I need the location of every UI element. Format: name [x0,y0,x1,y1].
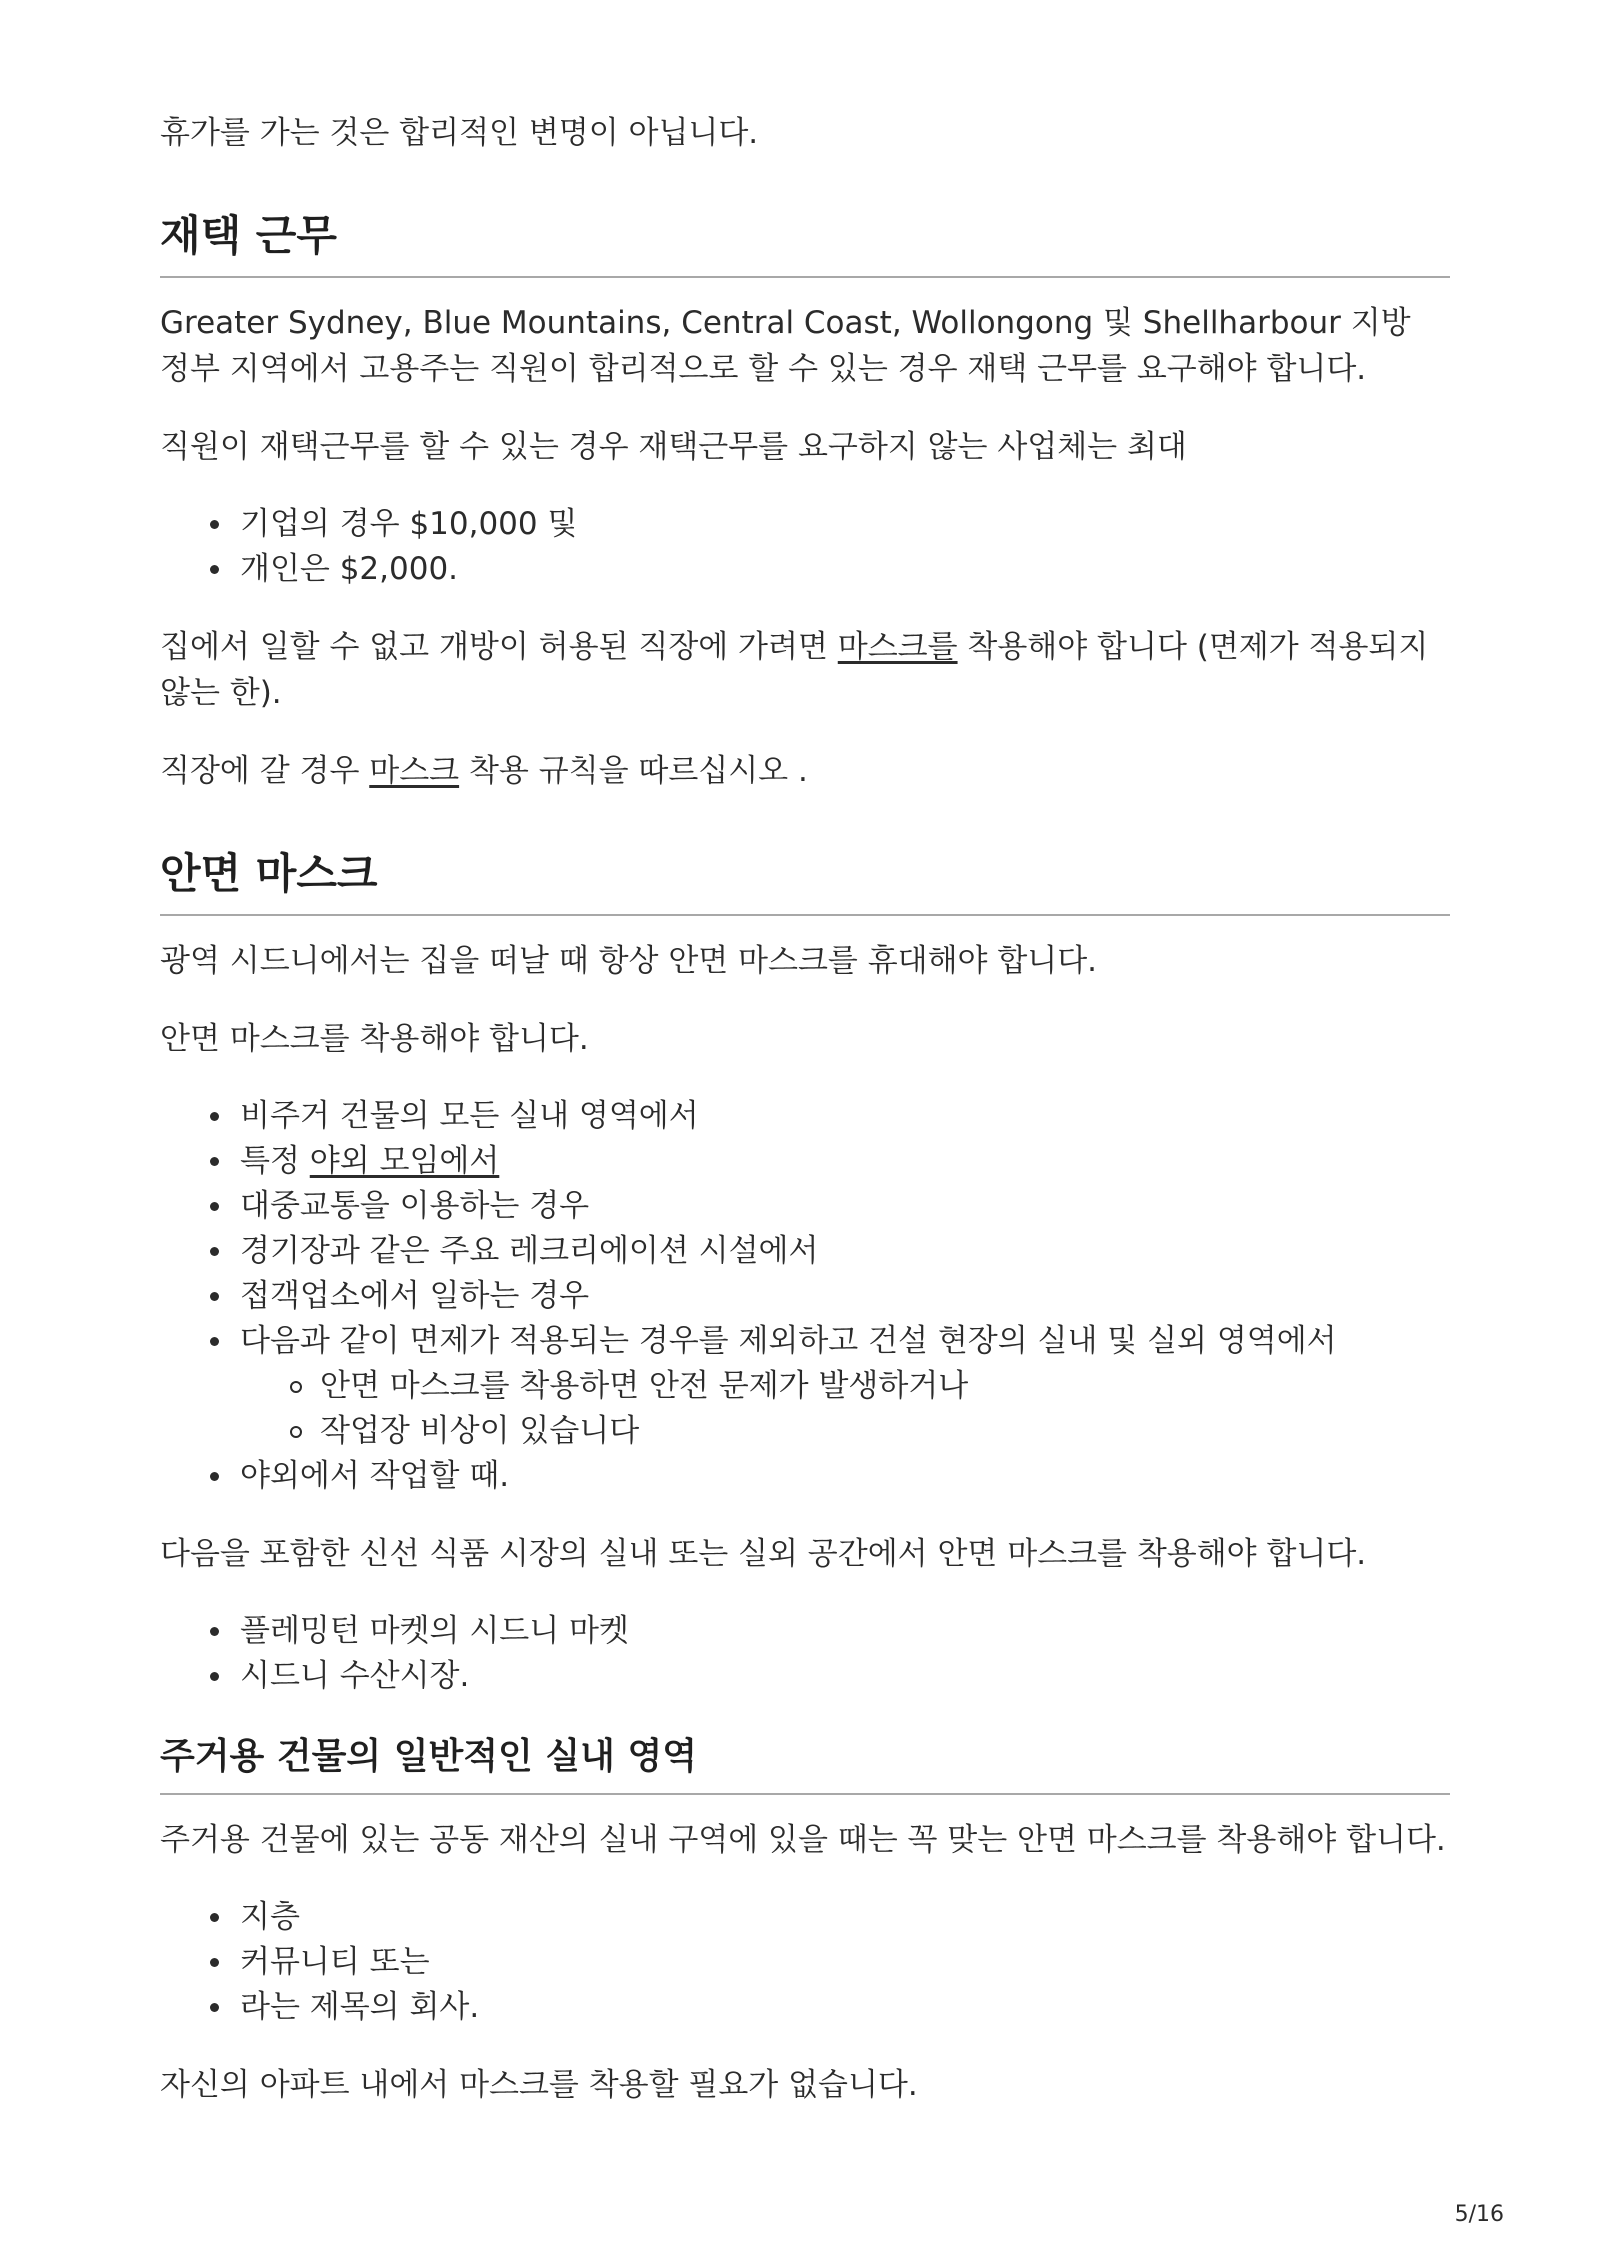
wfh-paragraph-1: Greater Sydney, Blue Mountains, Central Coast, Wollongong 및 Shellharbour 지방 정부 지역에서 고용주는 직원이 합리적으로 할 수 있는 경우 재택 근무를 요구해야 합니다. [160,305,1411,387]
list-item: 개인은 $2,000. [240,547,1450,592]
list-item: 플레밍턴 마켓의 시드니 마켓 [240,1609,1450,1654]
mask-requirements-list [160,1094,1450,1499]
text-span: 집에서 일할 수 없고 개방이 허용된 직장에 가려면 [160,629,838,665]
residential-list [160,1895,1450,2030]
list-item [240,1139,1450,1184]
list-item: 대중교통을 이용하는 경우 [240,1184,1450,1229]
mask-rules-link[interactable]: 마스크 [369,753,460,789]
list-item: 경기장과 같은 주요 레크리에이션 시설에서 [240,1229,1450,1274]
fines-list [160,502,1450,592]
masks-paragraph-2: 안면 마스크를 착용해야 합니다. [160,1021,589,1057]
list-item: 접객업소에서 일하는 경우 [240,1274,1450,1319]
list-item: 기업의 경우 $10,000 및 [240,502,1450,547]
page-number: 5/16 [1454,2202,1504,2227]
markets-list [160,1609,1450,1699]
outdoor-gatherings-link[interactable]: 야외 모임에서 [309,1143,500,1179]
list-item [240,1319,1450,1454]
masks-heading: 안면 마스크 [160,844,1450,916]
list-item: 시드니 수산시장. [240,1654,1450,1699]
wfh-paragraph-3 [160,624,1450,716]
masks-paragraph-1: 광역 시드니에서는 집을 떠날 때 항상 안면 마스크를 휴대해야 합니다. [160,943,1098,979]
residential-paragraph-1: 주거용 건물에 있는 공동 재산의 실내 구역에 있을 때는 꼭 맞는 안면 마스크를 착용해야 합니다. [160,1822,1446,1858]
residential-paragraph-2: 자신의 아파트 내에서 마스크를 착용할 필요가 없습니다. [160,2067,918,2103]
wfh-paragraph-4 [160,748,1450,794]
intro-paragraph: 휴가를 가는 것은 합리적인 변명이 아닙니다. [160,115,759,151]
list-item: 라는 제목의 회사. [240,1985,1450,2030]
list-item: 비주거 건물의 모든 실내 영역에서 [240,1094,1450,1139]
wfh-heading: 재택 근무 [160,206,1450,278]
sublist-item: 작업장 비상이 있습니다 [320,1409,1450,1454]
text-span: 다음과 같이 면제가 적용되는 경우를 제외하고 건설 현장의 실내 및 실외 영역에서 [240,1323,1337,1359]
text-span: 착용해야 합니다 (면제가 적용되지 않는 한). [160,629,1429,711]
wfh-paragraph-2: 직원이 재택근무를 할 수 있는 경우 재택근무를 요구하지 않는 사업체는 최대 [160,429,1187,465]
text-span: 특정 [240,1143,310,1179]
mask-link[interactable]: 마스크를 [837,629,958,665]
text-span: 직장에 갈 경우 [160,753,370,789]
document-page [160,110,1450,2108]
list-item: 지층 [240,1895,1450,1940]
residential-heading: 주거용 건물의 일반적인 실내 영역 [160,1731,1450,1795]
list-item: 커뮤니티 또는 [240,1940,1450,1985]
sublist-item: 안면 마스크를 착용하면 안전 문제가 발생하거나 [320,1364,1450,1409]
exemptions-sublist [240,1364,1450,1454]
masks-paragraph-3: 다음을 포함한 신선 식품 시장의 실내 또는 실외 공간에서 안면 마스크를 착용해야 합니다. [160,1536,1367,1572]
text-span: 착용 규칙을 따르십시오 . [459,753,808,789]
list-item: 야외에서 작업할 때. [240,1454,1450,1499]
